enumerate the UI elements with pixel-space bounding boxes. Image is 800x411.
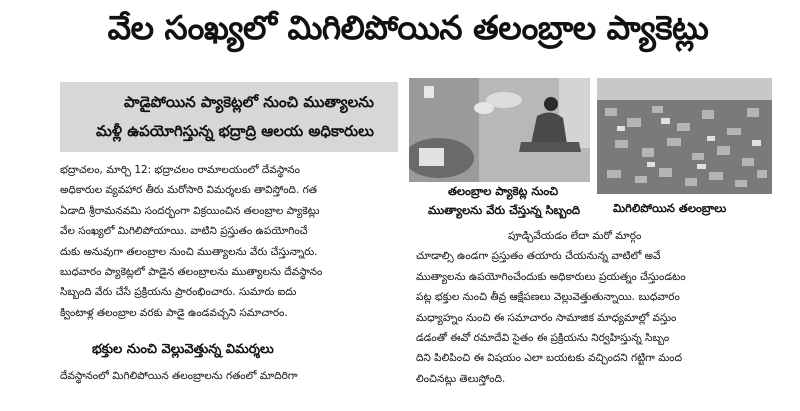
photo-staff-separating-pearls <box>409 78 590 182</box>
headline: వేల సంఖ్యలో మిగిలిపోయిన తలంబ్రాల ప్యాకెట్లు <box>107 8 709 47</box>
deck-line-1: పాడైపోయిన ప్యాకెట్లలో నుంచి ముత్యాలను <box>124 93 374 111</box>
column1-line: దుకు అనువుగా తలంబ్రాల నుంచి ముత్యాలను వేరు చేస్తున్నారు. <box>60 245 318 258</box>
column2-line: ముత్యాలను ఉపయోగించేందుకు అధికారులు ప్రయత్నం చేస్తుండటం <box>416 270 686 283</box>
column1-line: క్వింటాళ్ల తలంబ్రాల వరకు పాడై ఉండవచ్చని సమాచారం. <box>60 306 288 319</box>
column2-line: దిని పిలిపించి ఈ విషయం ఎలా బయటకు వచ్చిందని గట్టిగా మంద <box>416 352 683 365</box>
article-column-2 <box>416 226 772 389</box>
column1-line: అధికారుల వ్యవహార తీరు మరోసారి విమర్శలకు తావిస్తోంది. గత <box>60 184 317 197</box>
column1-line: బుధవారం ప్యాకెట్లలో పాడైన తలంబ్రాలను ముత్యాలను దేవస్థానం <box>60 266 323 279</box>
photo-leftover-talambralu <box>597 78 772 194</box>
deck-box <box>60 82 398 152</box>
article-column-1 <box>60 160 405 323</box>
column2-line: లించినట్లు తెలుస్తోంది. <box>416 372 506 385</box>
column1-line: సిబ్బంది వేరు చేసే ప్రక్రియను ప్రారంభించారు. సుమారు ఐదు <box>60 286 297 299</box>
deck-line-2: మళ్లీ ఉపయోగిస్తున్న భద్రాద్రి ఆలయ అధికారులు <box>96 122 374 140</box>
column2-line: మధ్యాహ్నం నుంచి ఈ సమాచారం సామాజిక మాధ్యమాల్లో వస్తుం <box>416 311 677 324</box>
photo1-caption-line-2: ముత్యాలను వేరు చేస్తున్న సిబ్బంది <box>428 203 581 217</box>
photo1-caption-line-1: తలంబ్రాల ప్యాకెట్ల నుంచి <box>447 184 559 198</box>
column1-line: భద్రాచలం, మార్చి 12: భద్రాచలం రామాలయంలో దేవస్థానం <box>60 164 300 176</box>
column1-line: వేల సంఖ్యలో మిగిలిపోయాయి. వాటిని ప్రస్తుతం ఉపయోగించే <box>60 225 308 238</box>
article-tail-line: దేవస్థానంలో మిగిలిపోయిన తలంబ్రాలను గతంలో మాదిరిగా <box>60 370 298 382</box>
column2-line: డడంతో ఈవో రమాదేవి సైతం ఈ ప్రక్రియను నిర్వహిస్తున్న సిబ్బం <box>416 332 670 345</box>
column2-line: పూడ్చివేయడం లేదా మరో మార్గం <box>508 230 642 242</box>
column2-line: పట్ల భక్తుల నుంచి తీవ్ర ఆక్షేపణలు వెల్లువెత్తుతున్నాయి. బుధవారం <box>416 291 680 304</box>
photo2-caption: మిగిలిపోయిన తలంబ్రాలు <box>613 201 727 215</box>
column2-line: చూడాల్సి ఉండగా ప్రస్తుతం తయారు చేయనున్న వాటిలో అవే <box>416 250 661 263</box>
column1-line: ఏడాది శ్రీరామనవమి సందర్భంగా విక్రయించిన తలంబ్రాల ప్యాకెట్లు <box>60 204 320 217</box>
photo-leftover-graphic <box>597 78 772 194</box>
photo1-caption <box>428 182 581 220</box>
subheading: భక్తుల నుంచి వెల్లువెత్తున్న విమర్శలు <box>92 342 274 357</box>
photo-staff-graphic <box>409 78 590 182</box>
